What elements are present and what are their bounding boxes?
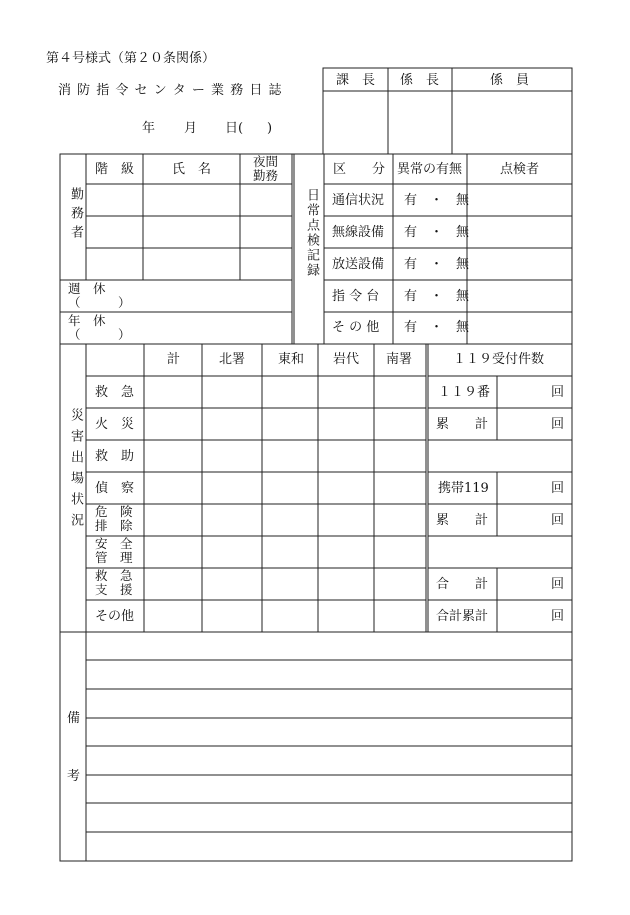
form-number: 第４号様式（第２０条関係） (46, 51, 216, 66)
calls-119-label: １１９番 (438, 385, 491, 400)
stamp-field-kacho[interactable] (324, 92, 387, 153)
inspection-row-value[interactable]: 有 ・ 無 (404, 257, 470, 272)
night-duty-header-2: 勤務 (253, 168, 279, 183)
weekly-off-paren: （ ） (68, 295, 131, 310)
dispatch-row-label: 救 助 (95, 449, 135, 464)
calls-cumulative-label: 累 計 (436, 417, 489, 432)
name-header: 氏 名 (172, 162, 212, 177)
calls-cumulative-label: 累 計 (436, 513, 489, 528)
calls-unit: 回 (551, 577, 565, 592)
calls-unit: 回 (551, 417, 565, 432)
calls-unit: 回 (551, 609, 565, 624)
rank-field-1[interactable] (87, 185, 142, 215)
night-duty-header-1: 夜間 (253, 154, 279, 169)
inspection-row-label: 指 令 台 (332, 289, 380, 304)
date-year: 年 (142, 121, 156, 136)
dispatch-row-label: 救 急 (95, 385, 135, 400)
dispatch-row-label: 危 険 (95, 504, 133, 519)
inspector-header: 点検者 (500, 162, 540, 177)
date-close: ) (267, 121, 273, 136)
category-header: 区 分 (333, 162, 386, 177)
annual-leave-paren: （ ） (68, 327, 131, 342)
calls-unit: 回 (551, 385, 565, 400)
calls-total-label: 合 計 (436, 577, 489, 592)
remarks-label-2: 考 (67, 769, 81, 784)
calls-total-cumulative-label: 合計累計 (436, 609, 489, 624)
dispatch-col-total: 計 (167, 352, 181, 367)
inspection-row-label: 無線設備 (332, 225, 385, 240)
inspection-row-value[interactable]: 有 ・ 無 (404, 320, 470, 335)
duty-section-label: 勤務者 (68, 187, 83, 244)
date-month: 月 (184, 121, 198, 136)
date-day: 日( (225, 121, 244, 136)
inspection-row-value[interactable]: 有 ・ 無 (404, 193, 470, 208)
inspection-row-label: 放送設備 (332, 257, 385, 272)
remarks-field[interactable] (87, 633, 571, 860)
page-title: 消 防 指 令 セ ン タ ー 業 務 日 誌 (58, 83, 283, 98)
inspection-row-value[interactable]: 有 ・ 無 (404, 225, 470, 240)
calls-unit: 回 (551, 481, 565, 496)
dispatch-row-label-2: 管 理 (95, 550, 133, 565)
dispatch-row-label: 偵 察 (95, 481, 135, 496)
approval-kacho: 課 長 (336, 73, 376, 88)
remarks-label-1: 備 (67, 711, 81, 726)
dispatch-col-iwashiro: 岩代 (333, 352, 360, 367)
dispatch-col-minami: 南署 (386, 352, 413, 367)
dispatch-row-label-2: 支 援 (95, 582, 133, 597)
dispatch-row-label: 火 災 (95, 417, 135, 432)
calls-header: １１９受付件数 (453, 352, 545, 367)
approval-kakariin: 係 員 (490, 73, 530, 88)
weekly-off-label: 週 休 (68, 281, 106, 296)
stamp-field-kakaricho[interactable] (389, 92, 451, 153)
inspection-section-label: 日常点検記録 (304, 188, 319, 278)
dispatch-col-kita: 北署 (219, 352, 246, 367)
dispatch-col-towa: 東和 (278, 352, 305, 367)
calls-unit: 回 (551, 513, 565, 528)
rank-header: 階 級 (95, 162, 135, 177)
dispatch-row-label: その他 (95, 609, 135, 624)
calls-mobile-label: 携帯119 (438, 481, 489, 496)
approval-kakaricho: 係 長 (400, 73, 440, 88)
abnormal-header: 異常の有無 (397, 162, 463, 177)
inspection-row-label: そ の 他 (332, 320, 380, 335)
inspection-row-value[interactable]: 有 ・ 無 (404, 289, 470, 304)
name-field-1[interactable] (144, 185, 239, 215)
stamp-field-kakariin[interactable] (453, 92, 571, 153)
dispatch-row-label: 救 急 (95, 568, 133, 583)
annual-leave-label: 年 休 (68, 313, 106, 328)
dispatch-row-label-2: 排 除 (95, 518, 133, 533)
inspection-row-label: 通信状況 (332, 193, 385, 208)
dispatch-section-label: 災害出場状況 (68, 408, 83, 534)
dispatch-row-label: 安 全 (95, 536, 133, 551)
